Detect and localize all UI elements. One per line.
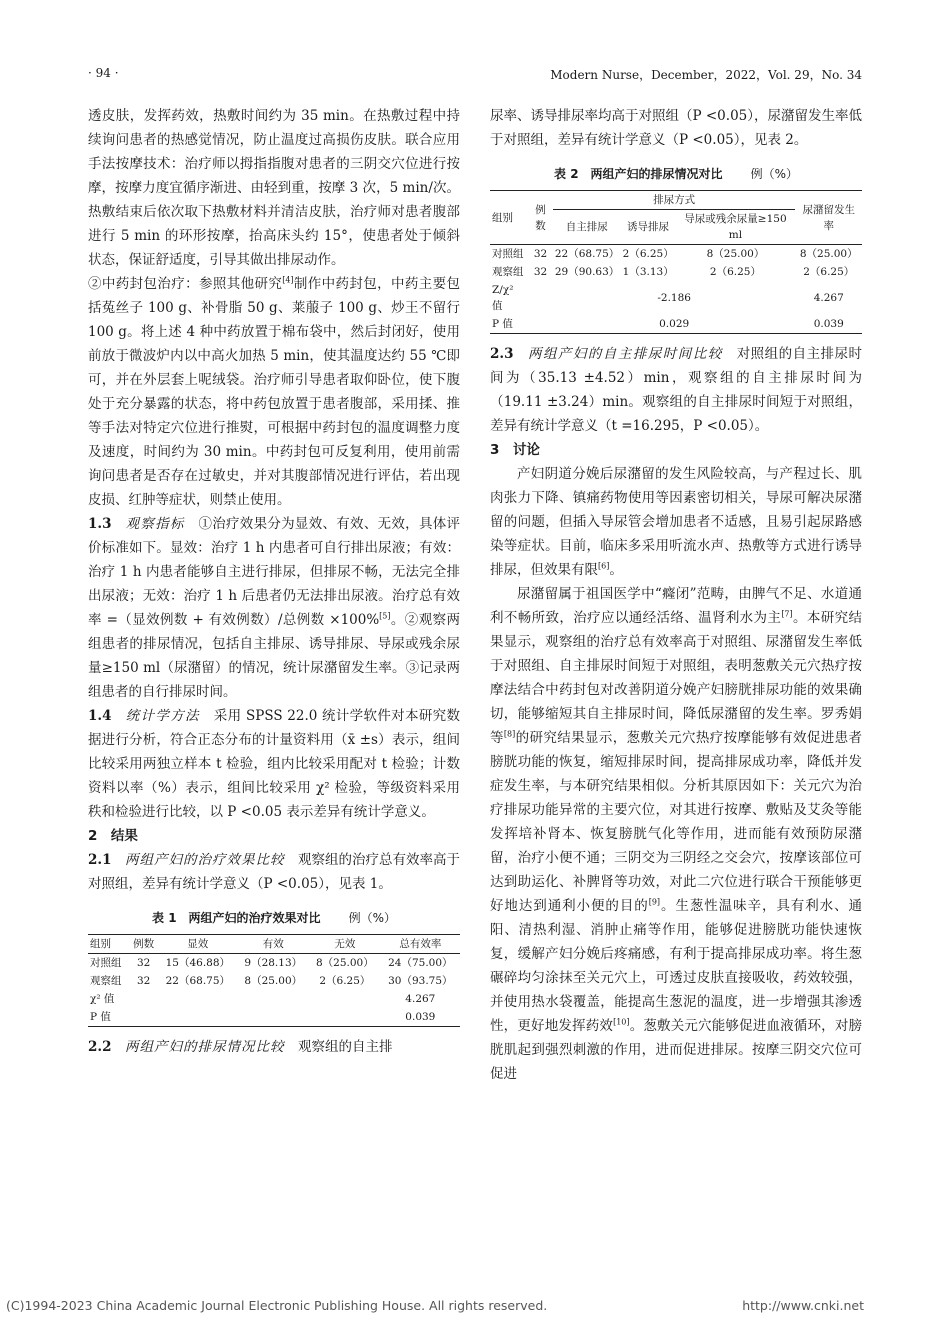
- section-title: 观察指标: [125, 516, 185, 532]
- table-row: 观察组 32 22（68.75） 8（25.00） 2（6.25） 30（93.75）: [90, 975, 453, 987]
- table-header: 例数: [528, 191, 553, 245]
- citation[interactable]: [7]: [781, 609, 793, 619]
- section-2-3: 2.3 两组产妇的自主排尿时间比较 对照组的自主排尿时间为（35.13 ±4.52）min，观察组的自主排尿时间为（19.11 ±3.24）min。观察组的自主排尿时间短于对照组，差异有统计学意义（t =16.295，P <0.05）。: [490, 346, 863, 434]
- table-2: [490, 190, 862, 334]
- table-header: 组别: [490, 191, 528, 245]
- table-row: 观察组 32 29（90.63） 1（3.13） 2（6.25） 2（6.25）: [492, 266, 855, 278]
- table-header: 例数: [129, 935, 158, 954]
- section-1-4: 1.4 统计学方法 采用 SPSS 22.0 统计学软件对本研究数据进行分析，符合正态分布的计量资料用（x̄ ±s）表示，组间比较采用两独立样本 t 检验，组内比较采用配对 t 检验；计数资料以率（%）表示，组间比较采用 χ² 检验，等级资料采用秩和检验进行比较，以 P <0.05 表示差异有统计学意义。: [88, 708, 461, 820]
- section-title: 两组产妇的排尿情况比较: [125, 1039, 285, 1055]
- table-header: 无效: [309, 935, 381, 954]
- table-header: 诱导排尿: [621, 210, 676, 245]
- table-header: 有效: [237, 935, 309, 954]
- citation[interactable]: [5]: [379, 611, 391, 621]
- table-row: P 值 0.039: [88, 1008, 460, 1027]
- table-2-caption: 表 2 两组产妇的排尿情况对比 例（%）: [554, 167, 798, 181]
- citation[interactable]: [4]: [282, 275, 294, 285]
- table-1-caption: 表 1 两组产妇的治疗效果对比 例（%）: [152, 911, 396, 925]
- table-header: 尿潴留发生率: [795, 191, 862, 245]
- table-1: [88, 934, 460, 1027]
- section-title: 两组产妇的自主排尿时间比较: [527, 346, 723, 362]
- section-2-heading: 2 结果: [88, 828, 138, 844]
- table-header: 显效: [158, 935, 237, 954]
- left-column: [88, 104, 460, 1059]
- right-column: [490, 104, 862, 1086]
- section-title: 两组产妇的治疗效果比较: [125, 852, 285, 868]
- paragraph-urination-result: 尿率、诱导排尿率均高于对照组（P <0.05），尿潴留发生率低于对照组，差异有统计学意义（P <0.05），见表 2。: [490, 108, 862, 148]
- copyright-notice: (C)1994-2023 China Academic Journal Electronic Publishing House. All rights reserved.: [6, 1298, 548, 1313]
- journal-info: Modern Nurse，December，2022，Vol. 29，No. 34: [550, 68, 862, 82]
- section-2-2: 2.2 两组产妇的排尿情况比较 观察组的自主排: [88, 1039, 393, 1055]
- table-header: 排尿方式: [553, 191, 796, 210]
- table-row: 对照组 32 22（68.75） 2（6.25） 8（25.00） 8（25.00）: [492, 248, 858, 260]
- page-header: [88, 66, 862, 86]
- table-row: 对照组 32 15（46.88） 9（28.13） 8（25.00） 24（75.00）: [90, 957, 453, 969]
- table-header: 自主排尿: [553, 210, 621, 245]
- section-1-3: 1.3 观察指标 ①治疗效果分为显效、有效、无效，具体评价标准如下。显效：治疗 1 h 内患者可自行排出尿液；有效：治疗 1 h 内患者能够自主进行排尿，但排尿不畅，无法完全排出尿液；无效：治疗 1 h 后患者仍无法排出尿液。治疗总有效率 =（显效例数 + 有效例数）/总例数 ×100%[5]。②观察两组患者的排尿情况，包括自主排尿、诱导排尿、导尿或残余尿量≥150 ml（尿潴留）的情况，统计尿潴留发生率。③记录两组患者的自行排尿时间。: [88, 516, 461, 700]
- cnki-link[interactable]: http://www.cnki.net: [742, 1298, 864, 1313]
- section-2-1: 2.1 两组产妇的治疗效果比较 观察组的治疗总有效率高于对照组，差异有统计学意义（P <0.05），见表 1。: [88, 852, 460, 892]
- table-row: χ² 值 4.267: [90, 993, 436, 1005]
- table-row: P 值 0.029 0.039: [490, 315, 862, 334]
- citation[interactable]: [9]: [648, 897, 661, 907]
- table-header: 组别: [88, 935, 129, 954]
- table-row: Z/χ² 值 -2.186 4.267: [492, 284, 844, 312]
- citation[interactable]: [8]: [503, 729, 516, 739]
- discussion-paragraph-2: 尿潴留属于祖国医学中“癃闭”范畴，由脾气不足、水道通利不畅所致，治疗应以通经活络、温肾利水为主[7]。本研究结果显示，观察组的治疗总有效率高于对照组、尿潴留发生率低于对照组、自主排尿时间短于对照组，表明葱敷关元穴热疗按摩法结合中药封包对改善阴道分娩产妇膀胱排尿功能的效果确切，能够缩短其自主排尿时间，降低尿潴留的发生率。罗秀娟等[8]的研究结果显示，葱敷关元穴热疗按摩能够有效促进患者膀胱功能的恢复，缩短排尿时间，提高排尿成功率，降低并发症发生率，与本研究结果相似。分析其原因如下：关元穴为治疗排尿功能异常的主要穴位，对其进行按摩、敷贴及艾灸等能发挥培补肾本、恢复膀胱气化等作用，进而能有效预防尿潴留，治疗小便不通；三阴交为三阴经之交会穴，按摩该部位可达到助运化、补脾肾等功效，对此二穴位进行联合干预能够更好地达到通利小便的目的[9]。生葱性温味辛，具有利水、通阳、清热利湿、消肿止痛等作用，能够促进膀胱功能快速恢复，缓解产妇分娩后疼痛感，有利于提高排尿成功率。将生葱碾碎均匀涂抹至关元穴上，可透过皮肤直接吸收，药效较强，并使用热水袋覆盖，能提高生葱泥的温度，进一步增强其渗透性，更好地发挥药效[10]。葱敷关元穴能够促进血液循环，对膀胱肌起到强烈刺激的作用，进而促进排尿。按摩三阴交穴位可促进: [490, 586, 863, 1082]
- citation[interactable]: [6]: [598, 561, 610, 571]
- section-3-heading: 3 讨论: [490, 442, 540, 458]
- table-header: 总有效率: [381, 935, 460, 954]
- paragraph-herbal-pack: ②中药封包治疗：参照其他研究[4]制作中药封包，中药主要包括菟丝子 100 g、补骨脂 50 g、莱菔子 100 g、炒王不留行 100 g。将上述 4 种中药放置于棉布袋中，然后封闭好，使用前放于微波炉内以中高火加热 5 min，使其温度达约 55 ℃即可，并在外层套上呢绒袋。治疗师引导患者取仰卧位，使下腹处于充分暴露的状态，将中药包放置于患者腹部，采用揉、推等手法对特定穴位进行推熨，可根据中药封包的温度调整力度及速度，时间约为 30 min。中药封包可反复利用，使用前需询问患者是否存在过敏史，并对其腹部情况进行评估，若出现皮损、红肿等症状，则禁止使用。: [88, 275, 461, 508]
- paragraph-heat-compress: 透皮肤，发挥药效，热敷时间约为 35 min。在热敷过程中持续询问患者的热感觉情况，防止温度过高损伤皮肤。联合应用手法按摩技术：治疗师以拇指指腹对患者的三阴交穴位进行按摩，按摩力度宜循序渐进、由轻到重，按摩 3 次，5 min/次。热敷结束后依次取下热敷材料并清洁皮肤，治疗师对患者腹部进行 5 min 的环形按摩，抬高床头约 15°，使患者处于倾斜状态，保证舒适度，引导其做出排尿动作。: [88, 108, 460, 268]
- citation[interactable]: [10]: [613, 1017, 630, 1027]
- page-number: · 94 ·: [88, 66, 119, 80]
- discussion-paragraph-1: 产妇阴道分娩后尿潴留的发生风险较高，与产程过长、肌肉张力下降、镇痛药物使用等因素密切相关，导尿可解决尿潴留的问题，但插入导尿管会增加患者不适感，且易引起尿路感染等症状。目前，临床多采用听流水声、热敷等方式进行诱导排尿，但效果有限[6]。: [490, 466, 862, 578]
- table-header: 导尿或残余尿量≥150 ml: [675, 210, 795, 245]
- section-title: 统计学方法: [125, 708, 200, 724]
